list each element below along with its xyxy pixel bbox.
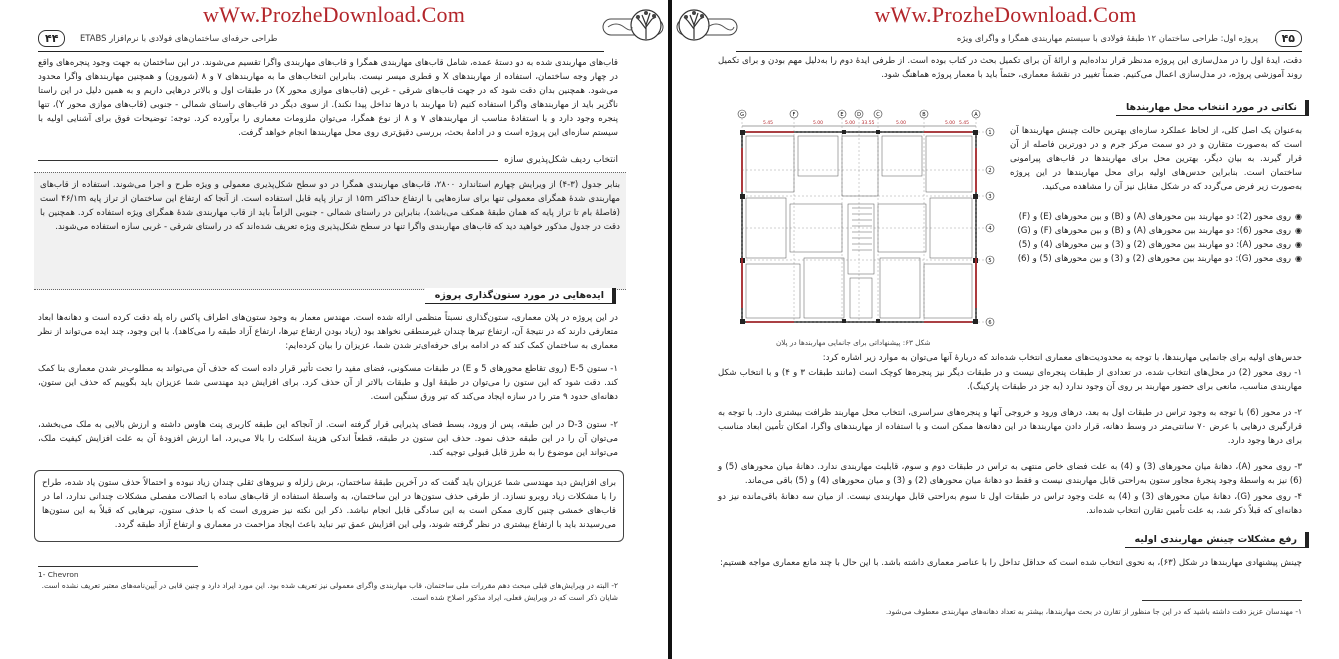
column-idea-2: ۲- ستون D-3 در این طبقه، پس از ورود، بسط فضای پذیرایی قرار گرفته است. از آنجاکه این طبقه کاربری پنت هاوس داشته و ارزش بالایی به ملک می‌بخشد، می‌توان آن را در این طبقه حذف نمود. حذف این ستون در طبقه، قطعاً اندکی هزینهٔ اسکلت را بالا می‌برد، اما ارزش افزودهٔ آن به علت افزایش کیفیت ملک، می‌تواند این موضوع را به طرز قابل قبولی توجیه کند.	[38, 420, 618, 459]
constraint-3: ۳- روی محور (A)، دهانهٔ میان محورهای (3) و (4) به علت فضای خاص منتهی به تراس در طبقات دوم و سوم، قابلیت مهاربندی ندارد. دهانهٔ میان محورهای (5) و (6) نیز به واسطهٔ وجود پنجرهٔ مجاور ستون به‌راحتی قابل مهاربندی نیست و فقط دو دهانهٔ میان محورهای (2) و (3) و میان محورهای (4) و (5) باقی می‌ماند.	[718, 462, 1302, 487]
left-page-header	[38, 26, 604, 52]
dimension-label: 5.45	[958, 121, 970, 126]
axis-label-D: D	[857, 112, 861, 118]
left-header-title: طراحی حرفه‌ای ساختمان‌های فولادی با نرم‌افزار ETABS	[80, 33, 278, 43]
watermark-right: wWw.ProzheDownload.Com	[874, 2, 1137, 27]
dimension-label: 5.00	[844, 121, 856, 126]
dimension-label: 33.55	[861, 121, 875, 126]
ductility-subheading-label: انتخاب ردیف شکل‌پذیری سازه	[504, 155, 618, 165]
axis-label-4: 4	[988, 226, 992, 232]
bracing-guess-item: ◉ روی محور (G): دو مهاربند بین محورهای (2) و (3) و بین محورهای (5) و (6)	[1010, 252, 1302, 266]
axis-label-B: B	[922, 112, 926, 118]
axis-label-C: C	[876, 112, 880, 118]
constraint-2: ۲- در محور (6) با توجه به وجود تراس در طبقات اول به بعد، درهای ورود و خروجی آنها و پنجره‌های سراسری، انتخاب محل مهاربند ظرافت بیشتری دارد. با توجه به قرارگیری درهایی با عرض ۷۰ سانتی‌متر در وسط دهانه، قرار دادن مهاربندها در این دهانه‌ها ممکن است و با استفاده از مهاربندهای واگرا، امکان تأمین ابعاد مناسب برای درها وجود دارد.	[718, 408, 1302, 447]
constraint-4: ۴- روی محور (G)، دهانهٔ میان محورهای (3) و (4) به علت وجود تراس در طبقات اول تا سوم به‌راحتی قابل مهاربندی نیست. از میان سه دهانهٔ باقی‌مانده نیز دو دهانه‌ای که قبلاً ذکر شد، به علت تأمین تقارن انتخاب شده‌اند.	[718, 492, 1302, 517]
right-page-number: ۴۵	[1275, 30, 1302, 47]
watermark-left: wWw.ProzheDownload.Com	[202, 2, 466, 27]
dimension-label: 5.00	[895, 121, 907, 126]
bracing-location-heading: نکاتی در مورد انتخاب محل مهاربندها	[1116, 100, 1309, 116]
columns-section-heading: ایده‌هایی در مورد ستون‌گذاری پروژه	[425, 288, 616, 304]
left-page-number: ۴۴	[38, 30, 65, 47]
final-paragraph: چینش پیشنهادی مهاربندها در شکل (۶۳)، به نحوی انتخاب شده است که حداقل تداخل را با عناصر معماری داشته باشد. با این حال با چند مانع معماری مواجه هستیم:	[720, 558, 1302, 568]
axis-label-A: A	[974, 112, 978, 118]
right-page-header	[736, 26, 1302, 52]
subheading-rule	[38, 160, 498, 161]
figure-caption: شکل ۶۳: پیشنهاداتی برای جانمایی مهاربندها در پلان	[776, 338, 931, 347]
bracing-location-paragraph: به‌عنوان یک اصل کلی، از لحاظ عملکرد سازه‌ای بهترین حالت چینش مهاربندها آن است که به‌صورت متقارن و در دو سمت مرکز جرم و در دورترین فاصله از آن قرار گیرند. به بیان دیگر، بهترین محل برای مهاربندها در قاب‌های پیرامونی ساختمان است. بنابراین حدس‌های اولیه برای محل مهاربندها در این پروژه به‌صورت زیر فرض می‌گردد که در شکل مقابل نیز آن را مشاهده می‌کنید.	[1010, 126, 1302, 193]
axis-label-G: G	[740, 112, 744, 118]
tree-logo-icon	[676, 5, 738, 45]
bracing-guess-item: ◉ روی محور (2): دو مهاربند بین محورهای (A) و (B) و بین محورهای (E) و (F)	[1010, 210, 1302, 224]
fix-issues-heading: رفع مشکلات چینش مهاربندی اولیه	[1125, 532, 1309, 548]
floor-plan-figure	[724, 108, 1000, 340]
axis-label-6: 6	[988, 320, 992, 326]
footnote-chevron: 1- Chevron	[38, 570, 79, 579]
column-idea-1: ۱- ستون E-5 (روی تقاطع محورهای 5 و E) در طبقات مسکونی، فضای مفید را تحت تأثیر قرار داده است که حذف آن می‌تواند به مطلوب‌تر شدن معماری بنا کمک کند. دقت شود که این ستون را می‌توان در طبقهٔ اول و طبقات بالاتر از آن حذف کرد. برای افزایش دید مهندسی شما عزیزان باید بگوییم که حذف این ستون، دهانه‌ای حدود ۹ متر را در سازه ایجاد می‌کند که تیر ورق سنگین است.	[38, 364, 619, 403]
columns-paragraph: در این پروژه در پلان معماری، ستون‌گذاری نسبتاً منظمی ارائه شده است. مهندس معمار به وجود ستون‌های اطراف پاکس راه پله دقت کرده است و دهانه‌ها ابعاد متعارفی دارند که در نتیجهٔ آن، ارتفاع تیرها چندان غیرمنطقی نخواهد بود (زیاد بودن ارتفاع تیرها، ارتفاع آزاد طبقه را می‌کاهد). با این وجود، چند ایده می‌تواند از نظر معماری به ساختمان کمک کند که در ادامه برای حرفه‌ای‌تر شدن شما، عزیزان را بیان کرده‌ایم:	[38, 313, 618, 352]
dimension-label: 5.00	[812, 121, 824, 126]
axis-label-F: F	[792, 112, 796, 118]
right-header-title: پروژه اول: طراحی ساختمان ۱۲ طبقهٔ فولادی با سیستم مهاربندی همگرا و واگرای ویژه	[956, 33, 1258, 43]
axis-label-5: 5	[988, 258, 992, 264]
axis-label-E: E	[840, 112, 844, 118]
left-page	[0, 0, 668, 659]
dimension-label: 5.00	[944, 121, 956, 126]
axis-label-3: 3	[988, 194, 992, 200]
axis-label-2: 2	[988, 168, 992, 174]
right-page	[672, 0, 1339, 659]
footnote-2-left: ۲- البته در ویرایش‌های قبلی مبحث دهم مقررات ملی ساختمان، قاب مهاربندی واگرای معمولی نیز تعریف شده بود. این مورد ایراد دارد و چنین قابی در آیین‌نامه‌های معتبر تعریف نشده است. شایان ذکر است که در ویرایش فعلی، ایراد مذکور اصلاح شده است.	[41, 581, 618, 602]
constraints-intro: حدس‌های اولیه برای جانمایی مهاربندها، با توجه به محدودیت‌های معماری انتخاب شده‌اند که دربارهٔ آنها می‌توان به موارد زیر اشاره کرد:	[822, 353, 1302, 363]
dimension-label: 5.45	[762, 121, 774, 126]
right-intro-paragraph: دقت، ایدهٔ اول را در مدل‌سازی این پروژه مدنظر قرار نداده‌ایم و ارائهٔ آن برای تکمیل بحث در کتاب بوده است. از طرفی ایدهٔ دوم را به‌دلیل مهم بودن و برای تکمیل روند آموزشی پروژه، در مدل‌سازی اعمال می‌کنیم. ضمناً تغییر در نقشهٔ معماری، حتماً باید با معمار پروژه هماهنگ شود.	[718, 56, 1302, 81]
bracing-guess-item: ◉ روی محور (A): دو مهاربند بین محورهای (2) و (3) و بین محورهای (4) و (5)	[1010, 238, 1302, 252]
footnote-1-right: ۱- مهندسان عزیز دقت داشته باشید که در این جا منظور از تقارن در بحث مهاربندها، بیشتر به تعداد دهانه‌های مهاربندی معطوف می‌شود.	[885, 607, 1302, 616]
ductility-paragraph: بنابر جدول (۳-۴) از ویرایش چهارم استاندارد ۲۸۰۰، قاب‌های مهاربندی همگرا در دو سطح شکل‌پذیری معمولی و ویژه طرح و اجرا می‌شوند. استفاده از قاب‌های مهاربندی شدهٔ همگرای معمولی تنها برای سازه‌هایی با ارتفاع حداکثر ۱۵m از تراز پایه قابل استفاده است. از آنجا که ارتفاع این ساختمان از تراز پایه ۴۶/۱m است (فاصلهٔ بام تا تراز پایه که همان طبقهٔ همکف می‌باشد)، بنابراین در راستای شمالی - جنوبی الزاماً باید از قاب مهاربندی شدهٔ همگرای ویژه استفاده کرد. همچنین با دقت در جدول مذکور خواهید دید که قاب‌های مهاربندی واگرا تنها در سطح شکل‌پذیری ویژه تعریف شده‌اند که در راستای شرقی - غربی سازه استفاده می‌شوند.	[40, 180, 620, 233]
left-footnote-rule	[38, 566, 198, 567]
right-footnote-rule	[1142, 600, 1302, 601]
axis-label-1: 1	[988, 130, 992, 136]
ductility-subheading	[38, 155, 618, 165]
engineering-note-text: برای افزایش دید مهندسی شما عزیزان باید گفت که در آخرین طبقهٔ ساختمان، برش زلزله و نیروهای ثقلی چندان زیاد نبوده و احتمالاً حذف ستون یاد شده، طراح را با مشکلات زیاد روبرو نسازد. از طرفی حذف ستون‌ها در این ساختمان، به واسطهٔ استفاده از قاب‌های ساده با اتصالات مفصلی مشکلات چندانی ندارد، اما در قاب‌های خمشی چنین کاری ممکن است به این سادگی قابل انجام نباشد. ذکر این نکته نیز ضروری است که با حذف ستون، تیرهایی که قبلاً به این ستون‌ها می‌رسیدند باید با ارتفاع بیشتری در نظر گرفته شوند، ولی این افزایش عمق تیر نباید باعث ایجاد مزاحمت در معماری و ارتفاع آزاد طبقه گردد.	[42, 478, 616, 531]
bracing-guess-item: ◉ روی محور (6): دو مهاربند بین محورهای (A) و (B) و بین محورهای (F) و (G)	[1010, 224, 1302, 238]
tree-logo-icon	[602, 5, 664, 45]
constraint-1: ۱- روی محور (2) در محل‌های انتخاب شده، در تعدادی از طبقات پنجره‌ای نیست و در طبقات دیگر نیز پنجره‌ها کوچک است (مانند طبقات ۳ و ۴) و با انتخاب شکل مهاربندی مناسب، مانعی برای حضور مهاربند بر روی آن وجود ندارد (به جز در طبقات پارکینگ).	[718, 368, 1302, 393]
bracing-guess-list	[1010, 210, 1302, 266]
left-intro-paragraph: قاب‌های مهاربندی شده به دو دستهٔ عمده، شامل قاب‌های مهاربندی همگرا و قاب‌های مهاربندی واگرا تقسیم می‌شوند. در این ساختمان به جهت وجود پنجره‌های واقع در چهار وجه ساختمان، استفاده از مهاربندهای X و قطری میسر نیست. بنابراین انتخاب‌های ما به مهاربندهای ۷ و ۸ (شورون) و همچنین مهاربندهای واگرا محدود می‌شود. همچنین بدان دقت شود که در جهت قاب‌های شرقی - غربی (قاب‌های موازی محور X) در طبقات اول و بالاتر درهایی داریم و به همین دلیل در این راستا ناگزیر باید از مهاربندهای واگرا استفاده کنیم (تا مهاربند با درها تداخل پیدا نکند). از سوی دیگر در قاب‌های راستای شمالی - جنوبی (قاب‌های موازی محور Y)، تنها پنجره وجود دارد و با استفادهٔ مناسب از مهاربندهای ۷ و ۸ از نوع همگرا، می‌توان ملزومات معماری را برآورده کرد. توجه: توضیحات فوق برای آشنایی اولیه با سیستم سازه‌ای این پروژه است و در ادامهٔ بحث، بررسی دقیق‌تری روی محل مهاربندها انجام خواهد گرفت.	[38, 58, 618, 139]
